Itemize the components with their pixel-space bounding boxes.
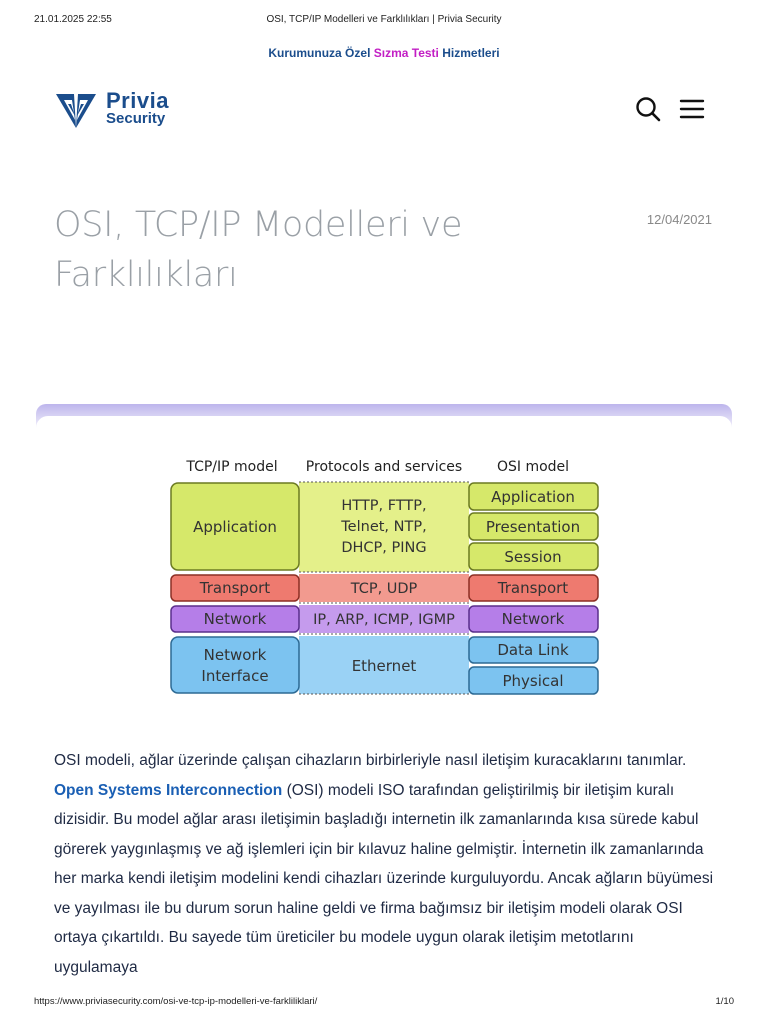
header-protocols: Protocols and services xyxy=(305,459,463,475)
protocols-link: Ethernet xyxy=(351,657,417,675)
body-text-rest: (OSI) modeli ISO tarafından geliştirilmiş bir iletişim kuralı dizisidir. Bu model ağlar arası iletişimin başladığı internetin ilk zamanlarında kısa sürede kabul görerek yaygınlaşmış ve ağ işlemleri için bir kılavuz haline gelmiştir. İnternetin ilk zamanlarında her marka kendi iletişim modelini kendi cihazları üzerinde kurguluyordu. Ancak ağların büyümesi ve yayılması ile bu durum sorun haline geldi ve firma bağımsız bir iletişim modeli olarak OSI ortaya çıkartıldı. Bu sayede tüm üreticiler bu modele uygun olarak iletişim metotlarını uygulamaya xyxy=(54,781,714,976)
article-date: 12/04/2021 xyxy=(646,212,712,227)
article-body xyxy=(54,746,714,982)
article-title: OSI, TCP/IP Modelleri ve Farklılıkları xyxy=(54,205,463,295)
print-header xyxy=(0,14,768,30)
tcpip-osi-diagram xyxy=(166,452,606,702)
promo-text-highlight[interactable]: Sızma Testi xyxy=(373,46,439,60)
protocols-network: IP, ARP, ICMP, IGMP xyxy=(313,612,455,628)
osi-link[interactable]: Open Systems Interconnection xyxy=(54,781,283,799)
osi-layer-network: Network xyxy=(501,610,565,628)
osi-layer-physical: Physical xyxy=(502,672,564,690)
tcpip-layer-network: Network xyxy=(203,610,267,628)
search-icon xyxy=(634,95,662,123)
promo-text-1[interactable]: Kurumunuza Özel xyxy=(268,46,371,60)
logo-text-privia: Privia xyxy=(106,88,169,113)
body-text-intro: OSI modeli, ağlar üzerinde çalışan cihazların birbirleriyle nasıl iletişim kuracaklarını tanımlar. xyxy=(54,752,687,769)
menu-button[interactable] xyxy=(678,96,706,122)
print-page-number: 1/10 xyxy=(715,996,734,1007)
hamburger-menu-icon xyxy=(678,96,706,122)
tcpip-layer-application: Application xyxy=(193,518,277,536)
logo-text-security: Security xyxy=(106,110,166,127)
site-logo[interactable] xyxy=(54,88,194,132)
print-url: https://www.priviasecurity.com/osi-ve-tcp-ip-modelleri-ve-farkliliklari/ xyxy=(34,996,318,1007)
osi-layer-session: Session xyxy=(504,548,562,566)
tcpip-layer-transport: Transport xyxy=(199,579,271,597)
privia-shield-icon xyxy=(54,90,98,130)
header-tcpip: TCP/IP model xyxy=(186,459,278,475)
promo-text-2[interactable]: Hizmetleri xyxy=(442,46,500,60)
tcpip-layer-network-interface: Network Interface xyxy=(201,646,269,685)
print-datetime: 21.01.2025 22:55 xyxy=(34,14,112,25)
print-page-title: OSI, TCP/IP Modelleri ve Farklılıkları | Privia Security xyxy=(266,14,502,25)
osi-layer-application: Application xyxy=(491,488,575,506)
search-button[interactable] xyxy=(634,95,662,123)
osi-layer-presentation: Presentation xyxy=(485,518,581,536)
osi-layer-transport: Transport xyxy=(497,579,569,597)
promo-banner[interactable] xyxy=(0,46,768,60)
protocols-application: HTTP, FTTP, Telnet, NTP, DHCP, PING xyxy=(341,498,427,556)
print-footer xyxy=(0,996,768,1010)
header-osi: OSI model xyxy=(496,459,570,475)
protocols-transport: TCP, UDP xyxy=(350,581,418,597)
osi-layer-data-link: Data Link xyxy=(497,641,569,659)
